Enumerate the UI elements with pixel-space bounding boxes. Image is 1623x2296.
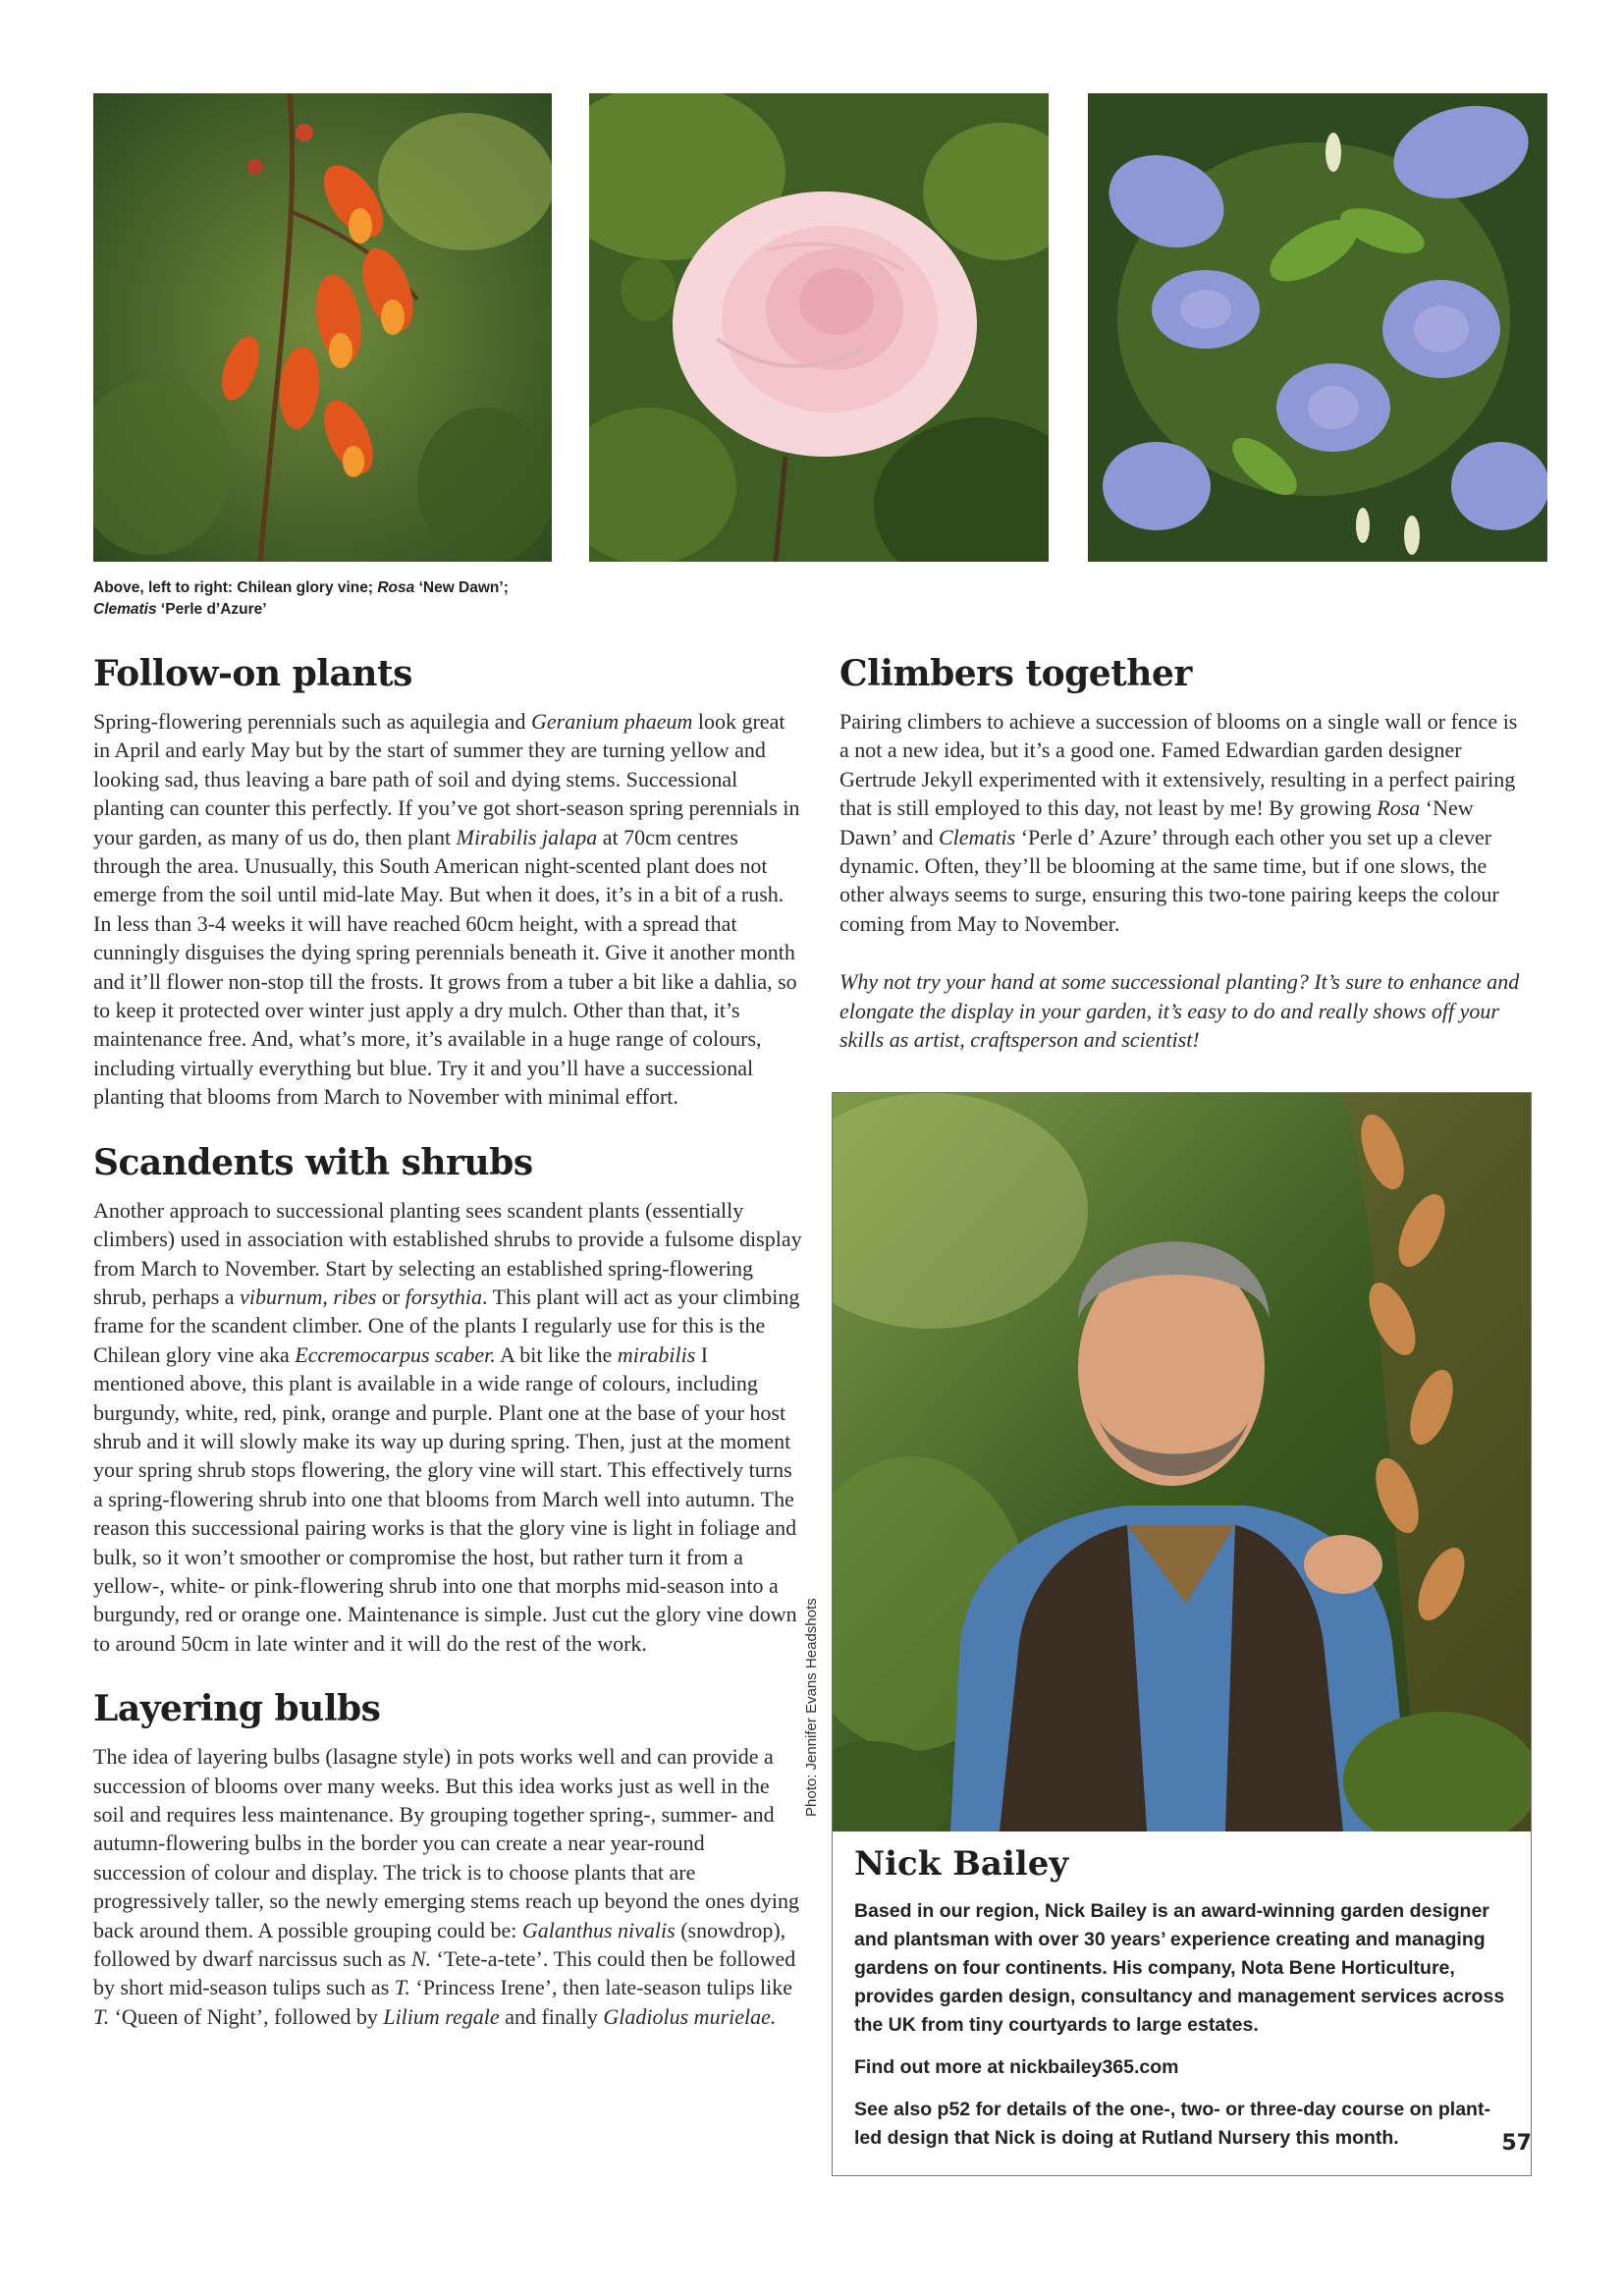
paragraph-scandents-with-shrubs: Another approach to successional planting sees scandent plants (essentially climbers) used in association with established shrubs to provide a fulsome display from March to November. Start by selecting an established spring-flowering shrub, perhaps a viburnum, ribes or forsythia. This plant will act as your climbing frame for the scandent climber. One of the plants I regularly use for this is the Chilean glory vine aka Eccremocarpus scaber. A bit like the mirabilis I mentioned above, this plant is available in a wide range of colours, including burgundy, white, red, pink, orange and purple. Plant one at the base of your host shrub and it will slowly make its way up during spring. Then, just at the moment your spring shrub stops flowering, the glory vine will start. This effectively turns a spring-flowering shrub into one that blooms from March well into autumn. The reason this successional pairing works is that the glory vine is light in foliage and bulk, so it won’t smoother or compromise the host, but rather turn it from a yellow-, white- or pink-flowering shrub into one that morphs mid-season into a burgundy, red or orange one. Maintenance is simple. Just cut the glory vine down to around 50cm in late winter and it will do the rest of the work. <box>93 1197 802 1656</box>
bio-name: Nick Bailey <box>854 1844 1069 1884</box>
bio-description: Based in our region, Nick Bailey is an award-winning garden designer and plantsman with over 30 years’ experience creating and managing gardens on four continents. His company, Nota Bene Horticulture, provides garden design, consultancy and management services across the UK from tiny courtyards to large estates. <box>854 1900 1505 2036</box>
section-scandents-with-shrubs <box>93 1141 802 1659</box>
paragraph-layering-bulbs: The idea of layering bulbs (lasagne style) in pots works well and can provide a succession of blooms over many weeks. But this idea works just as well in the soil and requires less maintenance. By grouping together spring-, summer- and autumn-flowering bulbs in the border you can create a near year-round succession of colour and display. The trick is to choose plants that are progressively taller, so the newly emerging stems reach up beyond the ones dying back around them. A possible grouping could be: Galanthus nivalis (snowdrop), followed by dwarf narcissus such as N. ‘Tete-a-tete’. This could then be followed by short mid-season tulips such as T. ‘Princess Irene’, then late-season tulips like T. ‘Queen of Night’, followed by Lilium regale and finally Gladiolus murielae. <box>93 1744 800 2029</box>
heading-scandents-with-shrubs: Scandents with shrubs <box>93 1141 533 1183</box>
page-number: 57 <box>1501 2131 1532 2156</box>
paragraph-follow-on-plants: Spring-flowering perennials such as aquilegia and Geranium phaeum look great in April and early May but by the start of summer they are turning yellow and looking sad, thus leaving a bare path of soil and dying stems. Successional planting can counter this perfectly. If you’ve got short-season spring perennials in your garden, as many of us do, then plant Mirabilis jalapa at 70cm centres through the area. Unusually, this South American night-scented plant does not emerge from the soil until mid-late May. But when it does, it’s in a bit of a rush. In less than 3-4 weeks it will have reached 60cm height, with a spread that cunningly disguises the dying spring perennials beneath it. Give it another month and it’ll flower non-stop till the frosts. It grows from a tuber a bit like a dahlia, so to keep it protected over winter just apply a dry mulch. Other than that, it’s maintenance free. And, what’s more, it’s available in a huge range of colours, including virtually everything but blue. Try it and you’ll have a successional planting that blooms from March to November with minimal effort. <box>93 709 800 1110</box>
photo-clematis-perle-dazure <box>1088 93 1547 562</box>
photo-rosa-new-dawn <box>589 93 1049 562</box>
photo-chilean-glory-vine <box>93 93 552 562</box>
heading-climbers-together: Climbers together <box>839 653 1192 694</box>
caption-text: Above, left to right: Chilean glory vine; <box>93 579 378 596</box>
photo-caption <box>93 577 565 621</box>
left-column <box>93 652 802 2031</box>
right-column <box>839 652 1532 1054</box>
heading-layering-bulbs: Layering bulbs <box>93 1688 381 1730</box>
heading-follow-on-plants: Follow-on plants <box>93 653 412 694</box>
photo-credit: Photo: Jennifer Evans Headshots <box>803 1598 820 1817</box>
bio-website: Find out more at nickbailey365.com <box>854 2056 1179 2078</box>
section-follow-on-plants <box>93 652 802 1112</box>
closing-paragraph: Why not try your hand at some successional planting? It’s sure to enhance and elongate the display in your garden, it’s easy to do and really shows off your skills as artist, craftsperson and scientist! <box>839 969 1520 1053</box>
caption-italic: Clematis <box>93 601 157 618</box>
caption-text: ‘New Dawn’; <box>414 579 509 596</box>
bio-text <box>854 1844 1512 2166</box>
caption-text: ‘Perle d’Azure’ <box>156 601 267 618</box>
section-layering-bulbs <box>93 1687 802 2031</box>
paragraph-climbers-together: Pairing climbers to achieve a succession of blooms on a single wall or fence is a not a new idea, but it’s a good one. Famed Edwardian garden designer Gertrude Jekyll experimented with it extensively, resulting in a perfect pairing that is still employed to this day, not least by me! By growing Rosa ‘New Dawn’ and Clematis ‘Perle d’ Azure’ through each other you set up a clever dynamic. Often, they’ll be blooming at the same time, but if one slows, the other always seems to surge, ensuring this two-tone pairing keeps the colour coming from May to November. <box>839 709 1518 936</box>
photo-nick-bailey-portrait <box>833 1093 1531 1831</box>
bio-course-note: See also p52 for details of the one-, two- or three-day course on plant-led design that Nick is doing at Rutland Nursery this month. <box>854 2099 1490 2149</box>
caption-italic: Rosa <box>377 579 415 596</box>
section-climbers-together <box>839 652 1532 1054</box>
